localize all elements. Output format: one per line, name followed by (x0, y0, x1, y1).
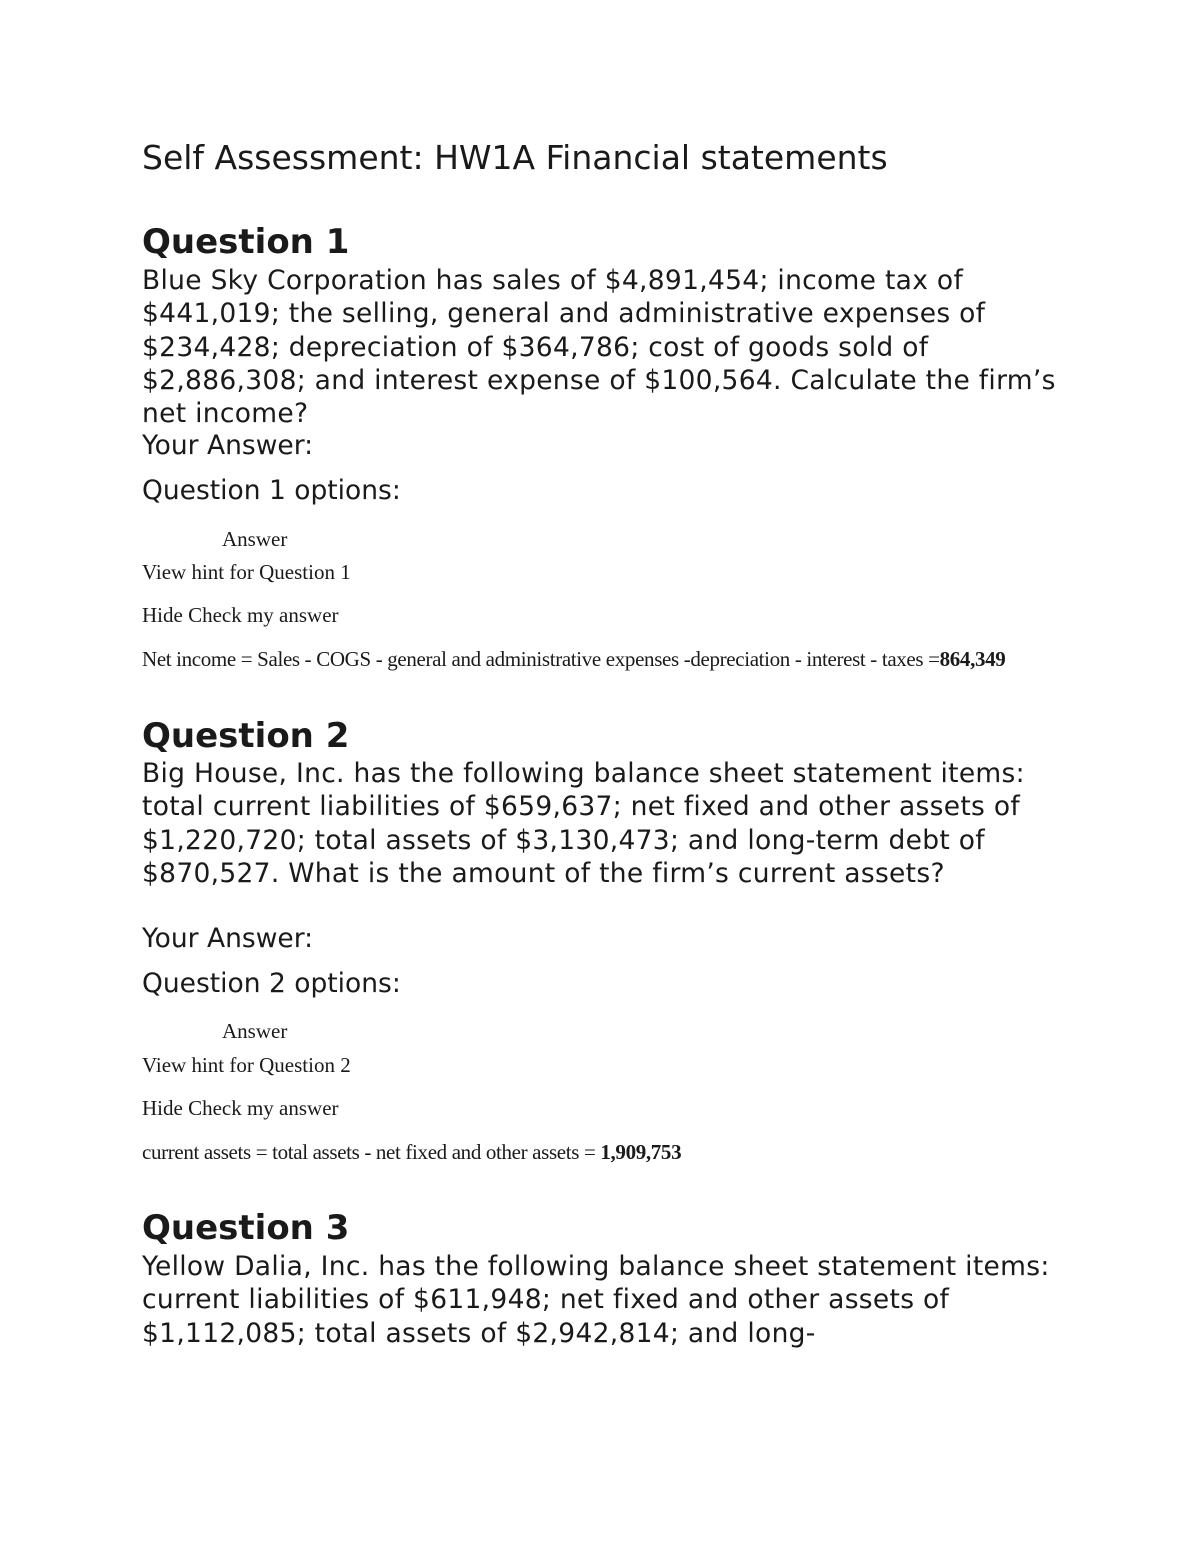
question-2-heading: Question 2 (142, 716, 350, 756)
question-2-options-label: Question 2 options: (142, 968, 401, 999)
question-2-check-answer-link[interactable]: Hide Check my answer (142, 1096, 339, 1120)
question-1-answer-label: Answer (222, 527, 288, 551)
question-1-your-answer-label: Your Answer: (142, 430, 314, 461)
page-title: Self Assessment: HW1A Financial statements (142, 138, 888, 177)
question-2-hint-link[interactable]: View hint for Question 2 (142, 1053, 351, 1077)
question-1-solution-formula: Net income = Sales - COGS - general and administrative expenses -depreciation - interest - taxes = (142, 647, 940, 671)
question-3-text: Yellow Dalia, Inc. has the following balance sheet statement items: current liabilities of $611,948; net fixed and other assets of $1,112,085; total assets of $2,942,814; and long- (142, 1251, 1050, 1349)
question-2-your-answer-label: Your Answer: (142, 923, 314, 954)
question-2-solution-value: 1,909,753 (600, 1140, 682, 1164)
question-1-hint-link[interactable]: View hint for Question 1 (142, 560, 351, 584)
question-1-solution-value: 864,349 (939, 647, 1006, 671)
question-2-solution-formula: current assets = total assets - net fixed and other assets = (142, 1140, 601, 1164)
question-3-heading: Question 3 (142, 1208, 350, 1248)
question-1-check-answer-link[interactable]: Hide Check my answer (142, 603, 339, 627)
question-2-answer-label: Answer (222, 1019, 288, 1043)
question-1-solution (142, 647, 1005, 672)
question-1-text: Blue Sky Corporation has sales of $4,891,454; income tax of $441,019; the selling, general and administrative expenses of $234,428; depreciation of $364,786; cost of goods sold of $2,886,308; and interest expense of $100,564. Calculate the firm’s net income? (142, 265, 1056, 430)
question-2-solution (142, 1140, 681, 1165)
question-1-options-label: Question 1 options: (142, 475, 401, 506)
question-2-text: Big House, Inc. has the following balance sheet statement items: total current liabilities of $659,637; net fixed and other assets of $1,220,720; total assets of $3,130,473; and long-term debt of $870,527. What is the amount of the firm’s current assets? (142, 758, 1025, 889)
question-1-heading: Question 1 (142, 222, 350, 262)
